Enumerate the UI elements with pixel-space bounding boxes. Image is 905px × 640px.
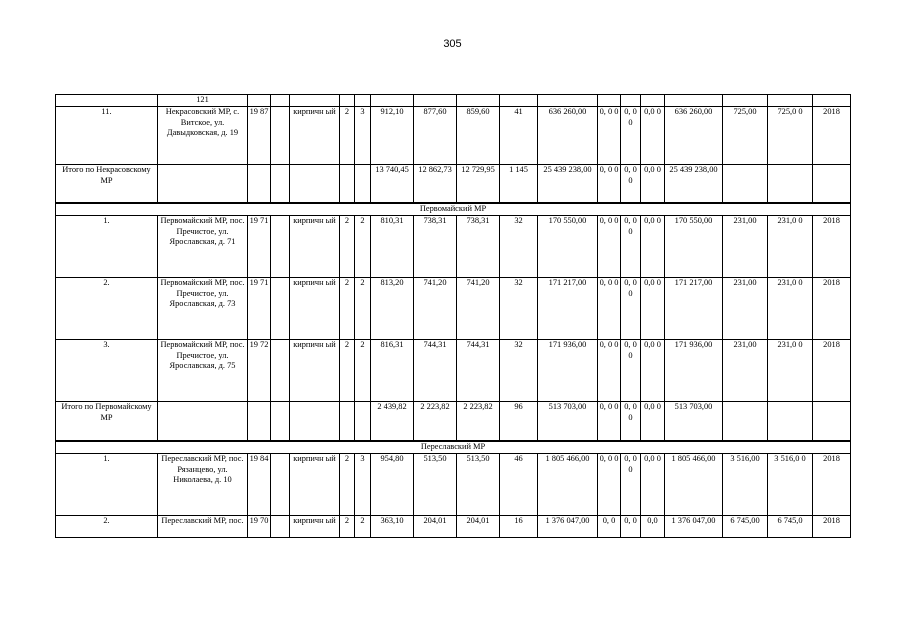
cell-total-area: 912,10 bbox=[371, 107, 414, 165]
cell-entrances: 2 bbox=[355, 278, 371, 340]
cell-area-living bbox=[414, 95, 457, 107]
cell-address: Переславский МР, пос. bbox=[158, 516, 248, 538]
cell-area-residential: 204,01 bbox=[457, 516, 500, 538]
cell-wall-material bbox=[290, 165, 340, 203]
cell-residents: 46 bbox=[500, 454, 538, 516]
cell-entrances bbox=[355, 165, 371, 203]
cell-address bbox=[158, 402, 248, 441]
cell-cost: 636 260,00 bbox=[538, 107, 598, 165]
cell-fund-share: 0, 0 0 bbox=[598, 454, 621, 516]
cell-region-share: 0, 0 0 bbox=[621, 216, 641, 278]
cell-cost: 171 217,00 bbox=[538, 278, 598, 340]
cell-unit-cost: 231,00 bbox=[723, 340, 768, 402]
cell-build-year: 19 71 bbox=[248, 216, 271, 278]
cell-completion-year: 2018 bbox=[813, 340, 851, 402]
cell-residents: 32 bbox=[500, 340, 538, 402]
cell-residents: 96 bbox=[500, 402, 538, 441]
cell-address: Первомайский МР, пос. Пречистое, ул. Ярославская, д. 75 bbox=[158, 340, 248, 402]
section-row bbox=[56, 441, 851, 454]
cell-total-area bbox=[371, 95, 414, 107]
cell-residents bbox=[500, 95, 538, 107]
table-row bbox=[56, 454, 851, 516]
cell-item-number: 3. bbox=[56, 340, 158, 402]
section-title: Первомайский МР bbox=[56, 203, 851, 216]
cell-local-share: 0,0 0 bbox=[641, 165, 665, 203]
cell-cost: 171 936,00 bbox=[538, 340, 598, 402]
table-row bbox=[56, 402, 851, 441]
cell-blank-col bbox=[271, 454, 290, 516]
cell-wall-material bbox=[290, 95, 340, 107]
cell-area-living: 2 223,82 bbox=[414, 402, 457, 441]
table-row bbox=[56, 278, 851, 340]
cell-total-cost: 171 217,00 bbox=[665, 278, 723, 340]
cell-item-number: 1. bbox=[56, 454, 158, 516]
cell-limit-cost bbox=[768, 165, 813, 203]
cell-total-area: 816,31 bbox=[371, 340, 414, 402]
cell-blank-col bbox=[271, 340, 290, 402]
table-row bbox=[56, 107, 851, 165]
cell-local-share: 0,0 bbox=[641, 516, 665, 538]
section-title: Переславский МР bbox=[56, 441, 851, 454]
cell-total-cost: 636 260,00 bbox=[665, 107, 723, 165]
cell-limit-cost: 231,0 0 bbox=[768, 278, 813, 340]
cell-cost: 25 439 238,00 bbox=[538, 165, 598, 203]
cell-completion-year: 2018 bbox=[813, 216, 851, 278]
cell-item-number: Итого по Некрасовскому МР bbox=[56, 165, 158, 203]
cell-entrances: 2 bbox=[355, 216, 371, 278]
cell-completion-year: 2018 bbox=[813, 107, 851, 165]
cell-item-number: 2. bbox=[56, 516, 158, 538]
table-row bbox=[56, 516, 851, 538]
cell-item-number: 1. bbox=[56, 216, 158, 278]
cell-total-cost: 1 376 047,00 bbox=[665, 516, 723, 538]
cell-area-residential: 744,31 bbox=[457, 340, 500, 402]
cell-entrances bbox=[355, 95, 371, 107]
cell-item-number: Итого по Первомайскому МР bbox=[56, 402, 158, 441]
cell-address: 121 bbox=[158, 95, 248, 107]
cell-fund-share: 0, 0 bbox=[598, 516, 621, 538]
cell-residents: 32 bbox=[500, 216, 538, 278]
cell-area-residential: 513,50 bbox=[457, 454, 500, 516]
cell-blank-col bbox=[271, 402, 290, 441]
cell-floors: 2 bbox=[340, 107, 355, 165]
cell-total-area: 363,10 bbox=[371, 516, 414, 538]
table-row bbox=[56, 165, 851, 203]
cell-entrances: 2 bbox=[355, 340, 371, 402]
cell-wall-material: кирпичн ый bbox=[290, 516, 340, 538]
table-body bbox=[56, 95, 851, 538]
cell-cost: 1 376 047,00 bbox=[538, 516, 598, 538]
cell-cost bbox=[538, 95, 598, 107]
cell-area-residential: 741,20 bbox=[457, 278, 500, 340]
cell-fund-share: 0, 0 0 bbox=[598, 165, 621, 203]
cell-build-year: 19 70 bbox=[248, 516, 271, 538]
cell-region-share: 0, 0 0 bbox=[621, 107, 641, 165]
cell-local-share bbox=[641, 95, 665, 107]
cell-local-share: 0,0 0 bbox=[641, 454, 665, 516]
cell-floors: 2 bbox=[340, 454, 355, 516]
cell-wall-material: кирпичн ый bbox=[290, 216, 340, 278]
cell-residents: 32 bbox=[500, 278, 538, 340]
cell-address bbox=[158, 165, 248, 203]
cell-fund-share: 0, 0 0 bbox=[598, 402, 621, 441]
cell-region-share: 0, 0 0 bbox=[621, 340, 641, 402]
cell-area-living: 877,60 bbox=[414, 107, 457, 165]
cell-limit-cost: 231,0 0 bbox=[768, 340, 813, 402]
cell-unit-cost bbox=[723, 402, 768, 441]
cell-build-year: 19 84 bbox=[248, 454, 271, 516]
cell-total-cost: 170 550,00 bbox=[665, 216, 723, 278]
cell-blank-col bbox=[271, 95, 290, 107]
cell-area-living: 744,31 bbox=[414, 340, 457, 402]
cell-item-number bbox=[56, 95, 158, 107]
cell-build-year: 19 72 bbox=[248, 340, 271, 402]
section-row bbox=[56, 203, 851, 216]
cell-blank-col bbox=[271, 516, 290, 538]
cell-local-share: 0,0 0 bbox=[641, 402, 665, 441]
cell-address: Переславский МР, пос. Рязанцево, ул. Николаева, д. 10 bbox=[158, 454, 248, 516]
cell-item-number: 2. bbox=[56, 278, 158, 340]
table-row bbox=[56, 340, 851, 402]
cell-wall-material: кирпичн ый bbox=[290, 340, 340, 402]
cell-region-share: 0, 0 0 bbox=[621, 402, 641, 441]
cell-unit-cost: 725,00 bbox=[723, 107, 768, 165]
cell-limit-cost: 3 516,0 0 bbox=[768, 454, 813, 516]
cell-local-share: 0,0 0 bbox=[641, 107, 665, 165]
cell-fund-share bbox=[598, 95, 621, 107]
cell-floors bbox=[340, 402, 355, 441]
cell-area-living: 12 862,73 bbox=[414, 165, 457, 203]
housing-register-table bbox=[55, 94, 851, 538]
cell-blank-col bbox=[271, 216, 290, 278]
cell-local-share: 0,0 0 bbox=[641, 340, 665, 402]
cell-total-cost: 171 936,00 bbox=[665, 340, 723, 402]
cell-wall-material bbox=[290, 402, 340, 441]
cell-blank-col bbox=[271, 165, 290, 203]
cell-limit-cost: 725,0 0 bbox=[768, 107, 813, 165]
cell-total-area: 13 740,45 bbox=[371, 165, 414, 203]
cell-region-share: 0, 0 0 bbox=[621, 278, 641, 340]
cell-completion-year: 2018 bbox=[813, 278, 851, 340]
cell-address: Некрасовский МР, с. Витское, ул. Давыдковская, д. 19 bbox=[158, 107, 248, 165]
cell-address: Первомайский МР, пос. Пречистое, ул. Ярославская, д. 71 bbox=[158, 216, 248, 278]
cell-floors: 2 bbox=[340, 340, 355, 402]
cell-completion-year bbox=[813, 402, 851, 441]
cell-local-share: 0,0 0 bbox=[641, 278, 665, 340]
cell-build-year bbox=[248, 402, 271, 441]
cell-area-residential: 859,60 bbox=[457, 107, 500, 165]
cell-entrances bbox=[355, 402, 371, 441]
cell-floors bbox=[340, 165, 355, 203]
cell-unit-cost: 6 745,00 bbox=[723, 516, 768, 538]
cell-floors: 2 bbox=[340, 278, 355, 340]
cell-unit-cost bbox=[723, 95, 768, 107]
cell-completion-year: 2018 bbox=[813, 516, 851, 538]
cell-area-living: 204,01 bbox=[414, 516, 457, 538]
cell-area-residential: 2 223,82 bbox=[457, 402, 500, 441]
cell-area-residential: 738,31 bbox=[457, 216, 500, 278]
cell-area-residential: 12 729,95 bbox=[457, 165, 500, 203]
cell-limit-cost: 6 745,0 bbox=[768, 516, 813, 538]
cell-total-area: 810,31 bbox=[371, 216, 414, 278]
cell-floors bbox=[340, 95, 355, 107]
cell-fund-share: 0, 0 0 bbox=[598, 216, 621, 278]
cell-total-cost: 25 439 238,00 bbox=[665, 165, 723, 203]
cell-unit-cost: 3 516,00 bbox=[723, 454, 768, 516]
cell-floors: 2 bbox=[340, 216, 355, 278]
cell-total-cost: 1 805 466,00 bbox=[665, 454, 723, 516]
cell-region-share bbox=[621, 95, 641, 107]
cell-total-area: 813,20 bbox=[371, 278, 414, 340]
cell-region-share: 0, 0 bbox=[621, 516, 641, 538]
cell-wall-material: кирпичн ый bbox=[290, 454, 340, 516]
cell-cost: 1 805 466,00 bbox=[538, 454, 598, 516]
cell-item-number: 11. bbox=[56, 107, 158, 165]
cell-region-share: 0, 0 0 bbox=[621, 454, 641, 516]
cell-blank-col bbox=[271, 107, 290, 165]
cell-build-year bbox=[248, 95, 271, 107]
cell-limit-cost bbox=[768, 95, 813, 107]
cell-limit-cost bbox=[768, 402, 813, 441]
table-row bbox=[56, 216, 851, 278]
cell-residents: 16 bbox=[500, 516, 538, 538]
cell-unit-cost: 231,00 bbox=[723, 216, 768, 278]
cell-unit-cost bbox=[723, 165, 768, 203]
cell-build-year: 19 71 bbox=[248, 278, 271, 340]
cell-area-living: 513,50 bbox=[414, 454, 457, 516]
cell-completion-year: 2018 bbox=[813, 454, 851, 516]
cell-completion-year bbox=[813, 165, 851, 203]
cell-residents: 41 bbox=[500, 107, 538, 165]
cell-entrances: 3 bbox=[355, 454, 371, 516]
cell-cost: 170 550,00 bbox=[538, 216, 598, 278]
cell-area-living: 741,20 bbox=[414, 278, 457, 340]
cell-wall-material: кирпичн ый bbox=[290, 278, 340, 340]
cell-total-area: 954,80 bbox=[371, 454, 414, 516]
table-row bbox=[56, 95, 851, 107]
cell-limit-cost: 231,0 0 bbox=[768, 216, 813, 278]
cell-local-share: 0,0 0 bbox=[641, 216, 665, 278]
cell-fund-share: 0, 0 0 bbox=[598, 278, 621, 340]
cell-wall-material: кирпичн ый bbox=[290, 107, 340, 165]
cell-build-year: 19 87 bbox=[248, 107, 271, 165]
cell-total-cost bbox=[665, 95, 723, 107]
cell-region-share: 0, 0 0 bbox=[621, 165, 641, 203]
page-number: 305 bbox=[443, 38, 462, 50]
cell-fund-share: 0, 0 0 bbox=[598, 340, 621, 402]
cell-area-residential bbox=[457, 95, 500, 107]
cell-completion-year bbox=[813, 95, 851, 107]
cell-blank-col bbox=[271, 278, 290, 340]
cell-area-living: 738,31 bbox=[414, 216, 457, 278]
cell-address: Первомайский МР, пос. Пречистое, ул. Ярославская, д. 73 bbox=[158, 278, 248, 340]
cell-entrances: 2 bbox=[355, 516, 371, 538]
cell-floors: 2 bbox=[340, 516, 355, 538]
cell-fund-share: 0, 0 0 bbox=[598, 107, 621, 165]
cell-cost: 513 703,00 bbox=[538, 402, 598, 441]
cell-entrances: 3 bbox=[355, 107, 371, 165]
cell-total-cost: 513 703,00 bbox=[665, 402, 723, 441]
cell-build-year bbox=[248, 165, 271, 203]
cell-total-area: 2 439,82 bbox=[371, 402, 414, 441]
cell-unit-cost: 231,00 bbox=[723, 278, 768, 340]
cell-residents: 1 145 bbox=[500, 165, 538, 203]
